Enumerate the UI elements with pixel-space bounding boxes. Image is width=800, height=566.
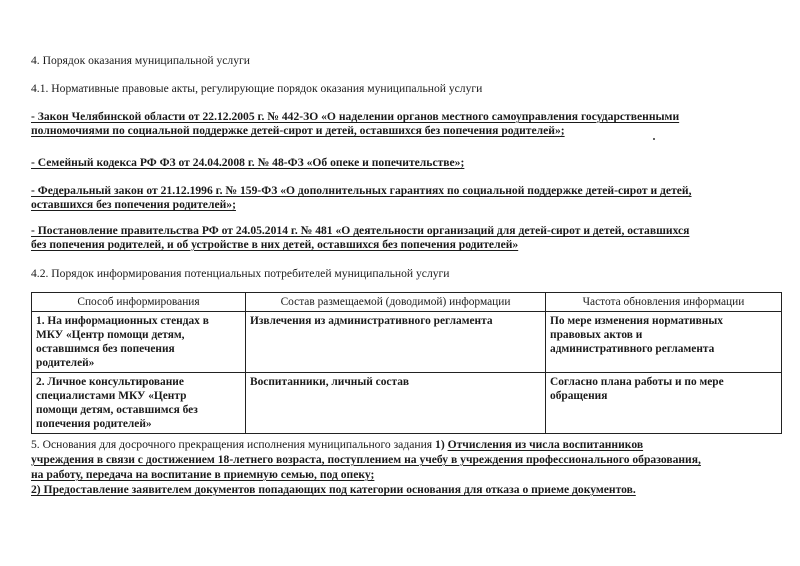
- section-5-line-1: [31, 438, 643, 452]
- table-cell: Воспитанники, личный состав: [246, 373, 546, 434]
- table-row: [32, 312, 782, 373]
- section-4-1-heading: 4.1. Нормативные правовые акты, регулирующие порядок оказания муниципальной услуги: [31, 82, 483, 95]
- act-2-line-1: - Семейный кодекса РФ ФЗ от 24.04.2008 г. № 48-ФЗ «Об опеке и попечительстве»;: [31, 156, 465, 169]
- section-4-2-heading: 4.2. Порядок информирования потенциальных потребителей муниципальной услуги: [31, 267, 450, 280]
- section-5-line-3: на работу, передача на воспитание в приемную семью, под опеку;: [31, 468, 375, 481]
- stray-dot: [653, 138, 655, 140]
- table-header-row: [32, 293, 782, 312]
- reason-1-text: Отчисления из числа воспитанников: [447, 438, 644, 451]
- section-5-line-2: учреждения в связи с достижением 18-летнего возраста, поступлением на учебу в учреждения профессионального образования,: [31, 453, 701, 466]
- reason-1-number: 1): [435, 438, 448, 451]
- table-header: Состав размещаемой (доводимой) информации: [246, 293, 546, 312]
- section-5-intro: 5. Основания для досрочного прекращения исполнения муниципального задания: [31, 438, 436, 451]
- table-header: Частота обновления информации: [546, 293, 782, 312]
- act-4-line-1: - Постановление правительства РФ от 24.05.2014 г. № 481 «О деятельности организаций для детей-сирот и детей, оставшихся: [31, 224, 690, 237]
- act-1-line-1: - Закон Челябинской области от 22.12.2005 г. № 442-ЗО «О наделении органов местного самоуправления государственными: [31, 110, 680, 123]
- table-cell: По мере изменения нормативных правовых актов и административного регламента: [546, 312, 782, 373]
- table-header: Способ информирования: [32, 293, 246, 312]
- act-3-line-2: оставшихся без попечения родителей»;: [31, 198, 236, 211]
- table-row: [32, 373, 782, 434]
- information-table: [31, 292, 782, 434]
- act-4-line-2: без попечения родителей, и об устройстве в них детей, оставшихся без попечения родителей»: [31, 238, 519, 251]
- table-cell: Согласно плана работы и по мере обращения: [546, 373, 782, 434]
- section-4-title: 4. Порядок оказания муниципальной услуги: [31, 54, 250, 67]
- act-1-line-2: полномочиями по социальной поддержке детей-сирот и детей, оставшихся без попечения родителей»;: [31, 124, 565, 137]
- table-cell: 2. Личное консультирование специалистами МКУ «Центр помощи детям, оставшимся без попечения родителей»: [32, 373, 246, 434]
- act-3-line-1: - Федеральный закон от 21.12.1996 г. № 159-ФЗ «О дополнительных гарантиях по социальной поддержке детей-сирот и детей,: [31, 184, 692, 197]
- table-cell: 1. На информационных стендах в МКУ «Центр помощи детям, оставшимся без попечения родителей»: [32, 312, 246, 373]
- section-5-line-4: 2) Предоставление заявителем документов попадающих под категории основания для отказа о приеме документов.: [31, 483, 636, 496]
- table-cell: Извлечения из административного регламента: [246, 312, 546, 373]
